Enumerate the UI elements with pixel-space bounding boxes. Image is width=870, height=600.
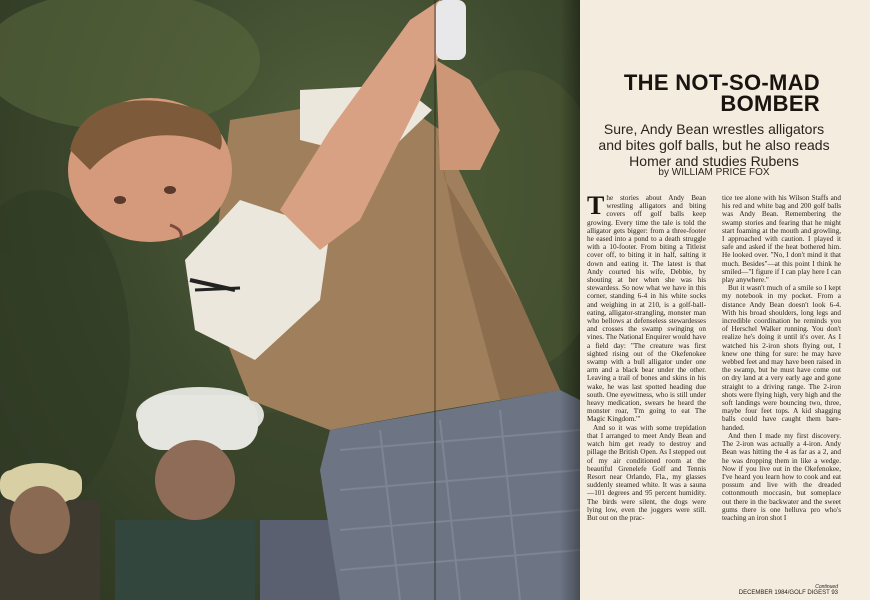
continued-label: Continued — [815, 584, 838, 590]
body-paragraph: The stories about Andy Bean wrestling alligators and biting covers off golf balls keep growing. Every time the tale is told the alligator gets bigger: from a three-footer he eased into a pond to a death struggle with a 10-footer. From biting a Titleist cover off, to biting it in half, salting it down and eating it. The latest is that Andy courted his wife, Debbie, by shouting at her when she was his stewardess. So now what we have in this corner, standing 6-4 in his white socks and weighing in at 210, is a golf-ball-eating, alligator-strangling, monster man who bellows at defenseless stewardesses and crosses the swamp swinging on vines. The National Enquirer would have a field day: "The creature was first sighted rising out of the Okefenokee swamp with a bull alligator under one arm and a black bear under the other. Leaving a trail of bones and skins in his wake, he was last spotted heading due south. One eyewitness, who is still under heavy medication, swears he heard the monster roar, 'I'm going to eat The Magic Kingdom.'" — [587, 194, 706, 424]
body-columns — [587, 194, 841, 584]
body-paragraph: tice tee alone with his Wilson Staffs and his red and white bag and 200 golf balls was Andy Bean. Remembering the swamp stories and fearing that he might start foaming at the mouth and growling, I approached with caution. I played it safe and asked if the heat bothered him. He looked over. "No, I don't mind it that much. Besides"—at this point I think he smiled—"I figure if I can play here I can play anywhere." — [722, 194, 841, 285]
body-paragraph: But it wasn't much of a smile so I kept my notebook in my pocket. From a distance Andy Bean doesn't look 6-4. With his broad shoulders, long legs and incredible coordination he reminds you of Herschel Walker running. You don't realize he's doing it until it's over. As I watched his 2-iron shots flying out, I knew one thing for sure: he may have webbed feet and may have been raised in the swamp, but he must have come out on dry land at a very early age and gone straight to a driving range. The 2-iron shots were flying high, very high and the soft landings were bouncing two, three, maybe four feet tops. A kid shagging balls could have caught them bare-handed. — [722, 284, 841, 432]
drop-cap: T — [587, 194, 605, 220]
deck: Sure, Andy Bean wrestles alligators and bites golf balls, but he also reads Homer and studies Rubens — [598, 121, 830, 169]
body-paragraph: And then I made my first discovery. The 2-iron was actually a 4-iron. Andy Bean was hitting the 4 as far as a 2, and he was dropping them in like a wedge. Now if you live out in the Okefenokee, I've heard you learn how to cook and eat possum and live with the dreaded cottonmouth moccasin, but someplace out there in the backwater and the sweet gums there is one helluva pro who's teaching an iron shot I — [722, 431, 841, 522]
body-paragraph: And so it was with some trepidation that I arranged to meet Andy Bean and watch him get ready to destroy and pillage the British Open. As I stepped out of my air conditioned room at the beautiful Grenelefe Golf and Tennis Resort near Orlando, Fla., my glasses suddenly steamed white. It was a sauna—101 degrees and 95 percent humidity. The birds were silent, the dogs were lying low, even the joggers were still. But out on the prac- — [587, 423, 706, 522]
body-column-1 — [587, 194, 706, 584]
headline: THE NOT-SO-MAD BOMBER — [623, 70, 820, 116]
article-page — [580, 0, 870, 600]
body-column-2 — [722, 194, 841, 584]
page-gutter — [434, 0, 436, 600]
page-folio: DECEMBER 1984/GOLF DIGEST 93 — [738, 590, 838, 596]
byline: by WILLIAM PRICE FOX — [658, 167, 770, 178]
spine-shadow — [560, 0, 580, 600]
